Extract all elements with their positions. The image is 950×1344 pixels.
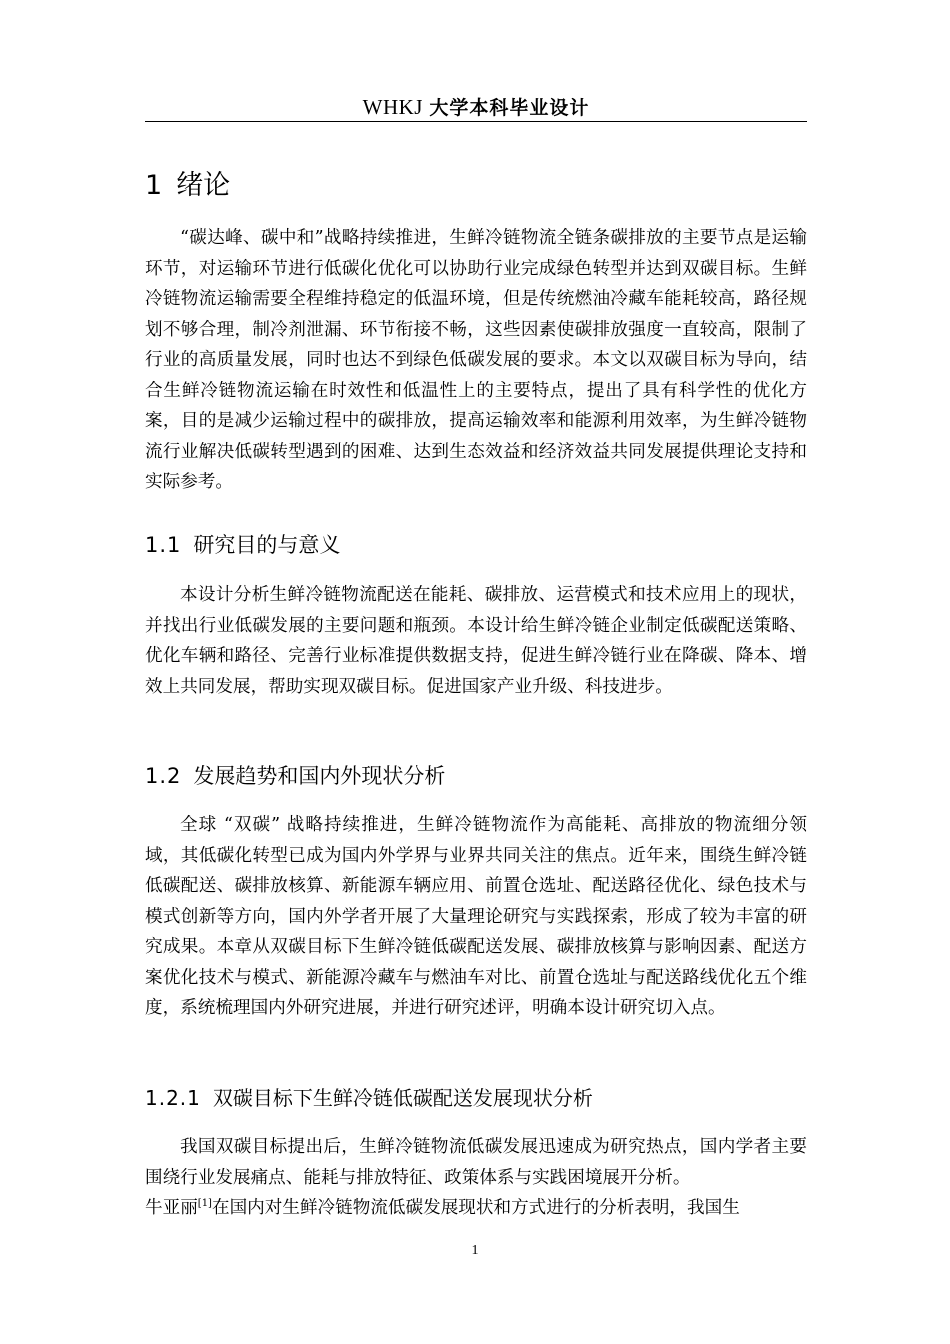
section-number: 1.1 bbox=[145, 533, 182, 557]
section-1-2-1-continuation bbox=[145, 1193, 807, 1224]
header-rule bbox=[145, 121, 807, 122]
header-institution-latin: WHKJ bbox=[362, 95, 423, 119]
chapter-number: 1 bbox=[145, 170, 163, 201]
section-title: 双碳目标下生鲜冷链低碳配送发展现状分析 bbox=[212, 1086, 593, 1110]
continuation-text: 在国内对生鲜冷链物流低碳发展现状和方式进行的分析表明，我国生 bbox=[211, 1198, 740, 1218]
running-header bbox=[145, 94, 807, 121]
section-number: 1.2.1 bbox=[145, 1086, 201, 1110]
section-heading-1-2-1 bbox=[145, 1084, 593, 1112]
section-number: 1.2 bbox=[145, 764, 182, 788]
section-1-2-paragraph: 全球 “双碳” 战略持续推进，生鲜冷链物流作为高能耗、高排放的物流细分领域，其低碳化转型已成为国内外学界与业界共同关注的焦点。近年来，围绕生鲜冷链低碳配送、碳排放核算、新能源车辆应用、前置仓选址、配送路径优化、绿色技术与模式创新等方向，国内外学者开展了大量理论研究与实践探索，形成了较为丰富的研究成果。本章从双碳目标下生鲜冷链低碳配送发展、碳排放核算与影响因素、配送方案优化技术与模式、新能源冷藏车与燃油车对比、前置仓选址与配送路线优化五个维度，系统梳理国内外研究进展，并进行研究述评，明确本设计研究切入点。 bbox=[145, 815, 807, 1018]
header-institution-cjk: 大学本科毕业设计 bbox=[429, 97, 590, 119]
chapter-title: 绪论 bbox=[176, 170, 231, 201]
author-name: 牛亚丽 bbox=[145, 1198, 198, 1218]
section-1-1-paragraph: 本设计分析生鲜冷链物流配送在能耗、碳排放、运营模式和技术应用上的现状，并找出行业低碳发展的主要问题和瓶颈。本设计给生鲜冷链企业制定低碳配送策略、优化车辆和路径、完善行业标准提供数据支持，促进生鲜冷链行业在降碳、降本、增效上共同发展，帮助实现双碳目标。促进国家产业升级、科技进步。 bbox=[145, 585, 807, 697]
chapter-heading bbox=[145, 168, 230, 204]
section-title: 研究目的与意义 bbox=[193, 533, 341, 557]
section-title: 发展趋势和国内外现状分析 bbox=[193, 764, 446, 788]
citation-marker: [1] bbox=[197, 1198, 212, 1209]
page-number: 1 bbox=[471, 1243, 479, 1258]
section-1-2-1-paragraph: 我国双碳目标提出后，生鲜冷链物流低碳发展迅速成为研究热点，国内学者主要围绕行业发展痛点、能耗与排放特征、政策体系与实践困境展开分析。 bbox=[145, 1137, 807, 1188]
section-heading-1-2 bbox=[145, 762, 445, 790]
section-heading-1-1 bbox=[145, 531, 340, 559]
chapter-intro-paragraph: “碳达峰、碳中和”战略持续推进，生鲜冷链物流全链条碳排放的主要节点是运输环节，对运输环节进行低碳化优化可以协助行业完成绿色转型并达到双碳目标。生鲜冷链物流运输需要全程维持稳定的低温环境，但是传统燃油冷藏车能耗较高，路径规划不够合理，制冷剂泄漏、环节衔接不畅，这些因素使碳排放强度一直较高，限制了行业的高质量发展，同时也达不到绿色低碳发展的要求。本文以双碳目标为导向，结合生鲜冷链物流运输在时效性和低温性上的主要特点，提出了具有科学性的优化方案，目的是减少运输过程中的碳排放，提高运输效率和能源利用效率，为生鲜冷链物流行业解决低碳转型遇到的困难、达到生态效益和经济效益共同发展提供理论支持和实际参考。 bbox=[145, 228, 807, 492]
